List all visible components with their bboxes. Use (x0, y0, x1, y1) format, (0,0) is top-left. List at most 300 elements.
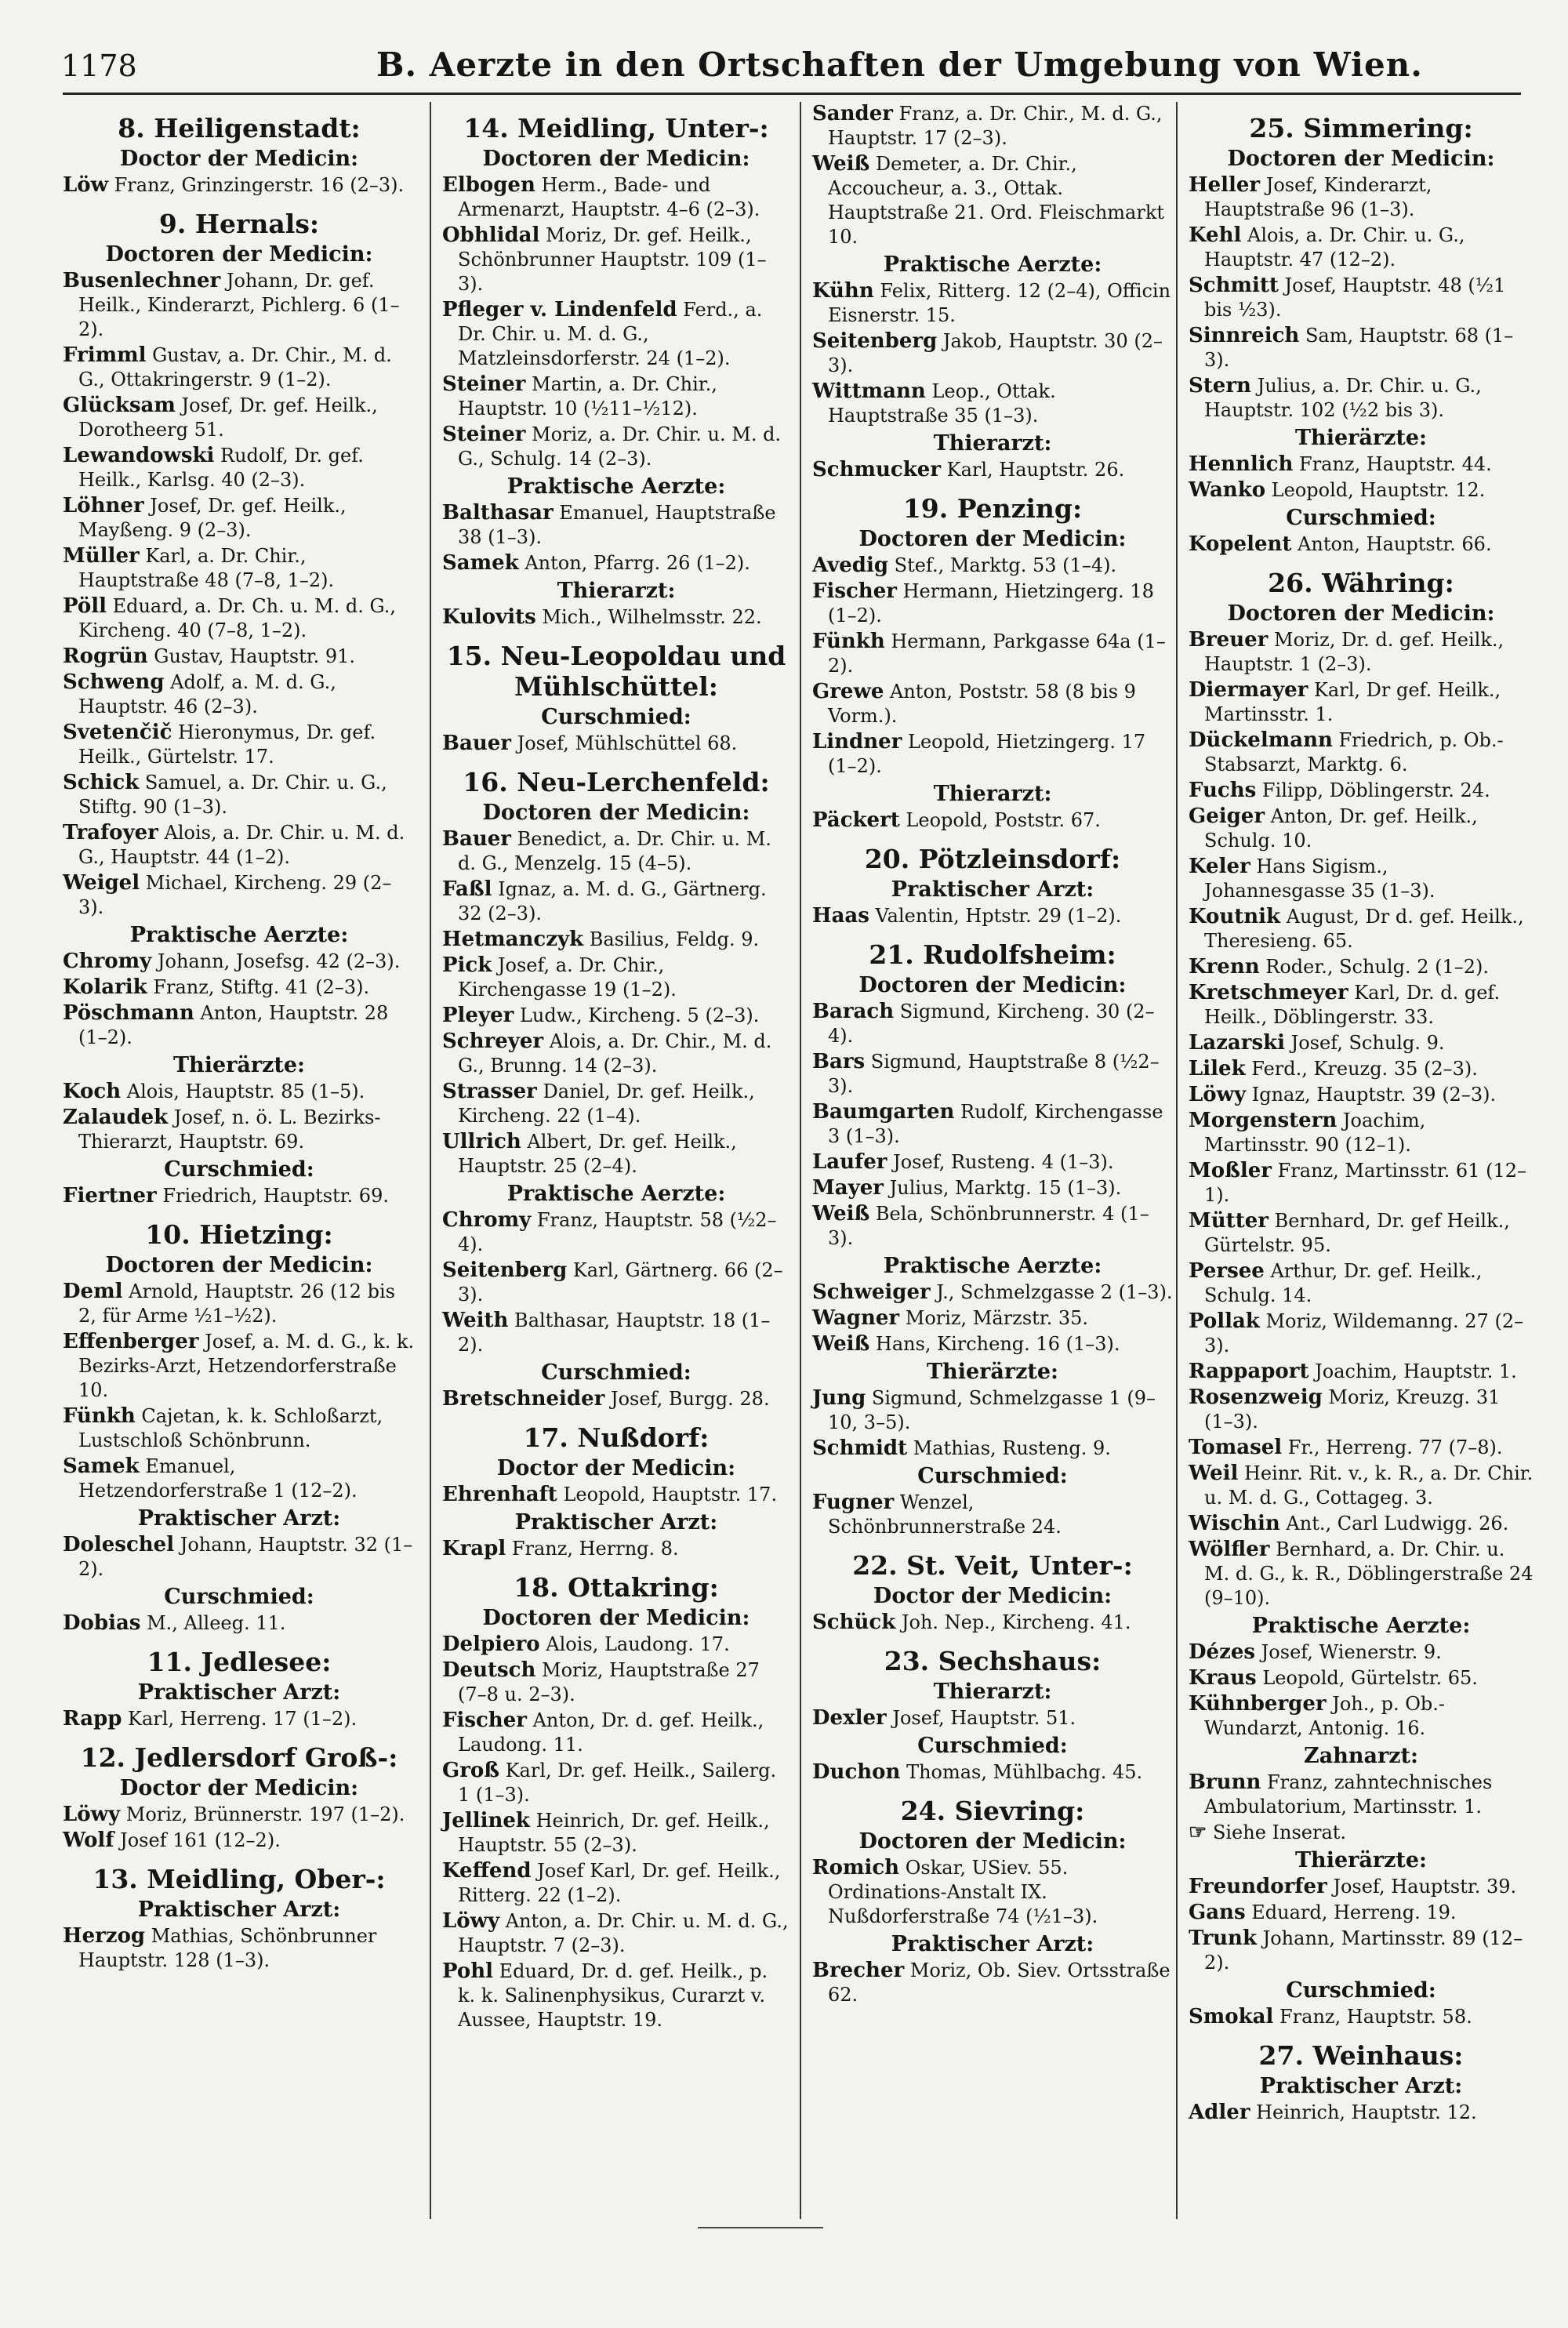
entry-details: Franz, Grinzingerstr. 16 (2–3). (108, 174, 405, 196)
category-heading: Doctoren der Medicin: (482, 1606, 750, 1630)
place-heading: 21. Rudolfsheim: (869, 939, 1116, 970)
entry-name: Kühn (812, 279, 874, 303)
entry-details: Hans Sigism., Johannesgasse 35 (1–3). (1204, 855, 1436, 902)
entry-details: Gustav, a. Dr. Chir., M. d. G., Ottakringerstr. 9 (1–2). (78, 344, 392, 390)
directory-entry (1189, 1771, 1534, 1819)
entry-name: Löw (63, 173, 109, 197)
entry-name: Dückelmann (1189, 728, 1333, 752)
directory-entry (1189, 905, 1534, 953)
entry-name: Samek (63, 1455, 140, 1478)
entry-name: Barach (812, 1000, 895, 1023)
entry-name: Jung (812, 1386, 866, 1410)
column-2 (430, 102, 790, 2219)
entry-details: Oskar, USiev. 55. Ordinations-Anstalt IX. Nußdorferstraße 74 (½1–3). (828, 1857, 1098, 1927)
category-heading: Praktische Aerzte: (883, 252, 1102, 277)
entry-details: Heinrich, Hauptstr. 12. (1250, 2101, 1477, 2123)
directory-entry (1189, 1640, 1534, 1665)
entry-name: Schmucker (812, 458, 942, 481)
entry-details: Daniel, Dr. gef. Heilk., Kircheng. 22 (1–4). (458, 1080, 755, 1127)
entry-name: Ehrenhaft (442, 1483, 557, 1506)
entry-name: Bauer (442, 732, 511, 755)
directory-entry (442, 1208, 790, 1257)
entry-name: Morgenstern (1189, 1109, 1338, 1132)
entry-name: Lewandowski (63, 444, 215, 467)
category-heading: Doctoren der Medicin: (105, 242, 373, 267)
entry-details: Filipp, Döblingerstr. 24. (1256, 779, 1490, 801)
directory-entry (812, 1150, 1173, 1175)
directory-entry (442, 1004, 790, 1028)
category-heading: Curschmied: (1286, 1978, 1436, 2003)
entry-details: Emanuel, Hetzendorferstraße 1 (12–2). (78, 1455, 358, 1502)
place-heading: 9. Hernals: (158, 209, 320, 239)
directory-entry (442, 501, 790, 550)
directory-entry (1189, 2005, 1534, 2029)
directory-entry (1189, 452, 1534, 477)
entry-details: Karl, Dr. gef. Heilk., Sailerg. 1 (1–3). (458, 1760, 777, 1806)
column-3 (800, 102, 1173, 2219)
entry-name: Dézes (1189, 1640, 1256, 1664)
place-heading: 20. Pötzleinsdorf: (864, 844, 1121, 874)
entry-name: Schreyer (442, 1030, 544, 1053)
entry-details: Josef, Dr. gef. Heilk., Dorotheerg 51. (78, 394, 378, 441)
category-heading: Doctoren der Medicin: (858, 973, 1127, 997)
directory-entry (63, 645, 416, 669)
category-heading: Doctor der Medicin: (119, 147, 359, 171)
entry-name: Seitenberg (442, 1258, 568, 1282)
directory-entry (812, 808, 1173, 833)
entry-name: Deml (63, 1280, 123, 1303)
directory-entry (1189, 1057, 1534, 1081)
entry-details: Gustav, Hauptstr. 91. (147, 645, 356, 667)
entry-details: M., Alleeg. 11. (140, 1612, 286, 1634)
entry-details: Ferd., Kreuzg. 35 (2–3). (1245, 1058, 1478, 1080)
entry-details: Demeter, a. Dr. Chir., Accoucheur, a. 3., Ottak. Hauptstraße 21. Ord. Fleischmarkt 10. (828, 153, 1165, 248)
entry-name: Fischer (442, 1709, 527, 1732)
category-heading: Thierärzte: (172, 1053, 306, 1077)
entry-name: Löwy (63, 1803, 121, 1826)
entry-name: Kretschmeyer (1189, 981, 1348, 1004)
directory-entry (1189, 1901, 1534, 1925)
entry-details: Josef, Hauptstr. 39. (1327, 1876, 1517, 1898)
entry-details: Eduard, a. Dr. Ch. u. M. d. G., Kircheng. 40 (7–8, 1–2). (78, 595, 397, 641)
entry-name: Sinnreich (1189, 324, 1300, 347)
directory-entry (442, 223, 790, 296)
directory-entry (63, 1404, 416, 1453)
entry-name: Smokal (1189, 2005, 1274, 2028)
entry-name: Doleschel (63, 1533, 175, 1556)
entry-details: Hermann, Parkgasse 64a (1–2). (828, 630, 1166, 677)
entry-name: Zalaudek (63, 1106, 169, 1129)
place-heading: 11. Jedlesee: (147, 1647, 332, 1677)
place-heading: 16. Neu-Lerchenfeld: (463, 767, 770, 797)
entry-details: Sigmund, Kircheng. 30 (2–4). (828, 1001, 1155, 1047)
directory-entry (442, 732, 790, 756)
entry-name: Päckert (812, 808, 900, 832)
entry-name: Stern (1189, 374, 1251, 398)
directory-entry (1189, 478, 1534, 503)
entry-details: Ant., Carl Ludwigg. 26. (1279, 1513, 1509, 1534)
entry-name: Fuchs (1189, 779, 1257, 802)
place-heading: 14. Meidling, Unter-: (463, 113, 769, 143)
entry-details: Eduard, Herreng. 19. (1245, 1901, 1457, 1923)
entry-name: Rogrün (63, 645, 148, 668)
category-heading: Thierärzte: (1294, 426, 1428, 450)
entry-name: Jellinek (442, 1809, 530, 1832)
entry-name: Pfleger v. Lindenfeld (442, 298, 677, 321)
entry-name: Löwy (442, 1909, 500, 1933)
entry-name: Schück (812, 1611, 896, 1634)
entry-details: Johann, Hauptstr. 32 (1–2). (78, 1534, 413, 1580)
directory-entry (1189, 1209, 1534, 1258)
entry-name: Kehl (1189, 223, 1242, 247)
entry-details: Valentin, Hptstr. 29 (1–2). (869, 905, 1122, 927)
entry-name: Mayer (812, 1176, 884, 1200)
entry-details: Bernhard, Dr. gef Heilk., Gürtelstr. 95. (1204, 1210, 1510, 1256)
entry-details: Ludw., Kircheng. 5 (2–3). (514, 1004, 760, 1026)
entry-name: Trafoyer (63, 821, 158, 844)
entry-name: Weiß (812, 1202, 870, 1226)
directory-entry (442, 1080, 790, 1128)
directory-entry (812, 1176, 1173, 1200)
entry-name: Müller (63, 544, 140, 568)
entry-details: Moriz, a. Dr. Chir. u. M. d. G., Schulg. 14 (2–3). (458, 423, 782, 470)
entry-name: Pöschmann (63, 1001, 194, 1025)
entry-name: ☞ (1189, 1821, 1207, 1844)
directory-entry (442, 1030, 790, 1078)
entry-details: Ignaz, a. M. d. G., Gärtnerg. 32 (2–3). (458, 878, 767, 924)
directory-entry (812, 102, 1173, 151)
category-heading: Praktischer Arzt: (1259, 2074, 1463, 2098)
category-heading: Curschmied: (1286, 506, 1436, 530)
entry-name: Pick (442, 953, 492, 977)
entry-name: Ullrich (442, 1130, 521, 1153)
entry-details: Franz, Stiftg. 41 (2–3). (147, 976, 370, 998)
entry-details: Wenzel, Schönbrunnerstraße 24. (828, 1491, 1062, 1538)
entry-name: Trunk (1189, 1927, 1257, 1950)
entry-name: Dobias (63, 1611, 141, 1635)
place-heading: 25. Simmering: (1249, 113, 1473, 143)
directory-entry (442, 1309, 790, 1357)
entry-details: Alois, Laudong. 17. (539, 1633, 730, 1655)
header-rule (63, 93, 1521, 95)
entry-name: Haas (812, 904, 869, 928)
entry-name: Schweiger (812, 1280, 931, 1304)
entry-name: Lilek (1189, 1057, 1246, 1080)
entry-name: Grewe (812, 680, 884, 703)
directory-entry (63, 1080, 416, 1104)
entry-name: Delpiero (442, 1633, 540, 1656)
place-heading: 10. Hietzing: (145, 1219, 333, 1250)
entry-details: Karl, Gärtnerg. 66 (2–3). (458, 1259, 783, 1306)
entry-details: Anton, Hauptstr. 28 (1–2). (78, 1002, 389, 1048)
entry-name: Koch (63, 1080, 122, 1103)
entry-details: Josef, Hauptstr. 48 (½1 bis ½3). (1204, 274, 1506, 321)
entry-name: Strasser (442, 1080, 537, 1103)
page-number: 1178 (61, 49, 137, 83)
entry-name: Pöll (63, 594, 107, 618)
entry-name: Schmitt (1189, 274, 1279, 297)
category-heading: Praktische Aerzte: (506, 1182, 726, 1206)
entry-name: Bretschneider (442, 1387, 605, 1411)
entry-details: Friedrich, p. Ob.-Stabsarzt, Marktg. 6. (1204, 729, 1504, 775)
directory-entry (812, 1611, 1173, 1635)
entry-name: Weith (442, 1309, 509, 1332)
entry-details: Johann, Dr. gef. Heilk., Kinderarzt, Pichlerg. 6 (1–2). (78, 270, 400, 340)
directory-entry (442, 173, 790, 222)
directory-entry (442, 1387, 790, 1411)
directory-entry (442, 423, 790, 471)
directory-entry (812, 730, 1173, 779)
directory-entry (442, 1537, 790, 1561)
directory-entry (63, 821, 416, 870)
directory-entry (1189, 1692, 1534, 1741)
entry-details: Franz, zahntechnisches Ambulatorium, Martinsstr. 1. (1204, 1771, 1493, 1818)
entry-details: Josef 161 (12–2). (114, 1829, 281, 1851)
directory-entry (63, 394, 416, 442)
entry-details: Heinr. Rit. v., k. R., a. Dr. Chir. u. M. d. G., Cottageg. 3. (1204, 1462, 1534, 1509)
category-heading: Doctor der Medicin: (873, 1584, 1112, 1608)
entry-details: Moriz, Brünnerstr. 197 (1–2). (120, 1803, 405, 1825)
entry-name: Wagner (812, 1306, 900, 1330)
entry-details: Karl, Herreng. 17 (1–2). (122, 1708, 358, 1730)
category-heading: Praktische Aerzte: (883, 1254, 1102, 1278)
entry-details: Franz, Herrng. 8. (506, 1538, 679, 1560)
entry-details: Franz, Martinsstr. 61 (12–1). (1204, 1160, 1526, 1206)
directory-entry (1189, 274, 1534, 322)
entry-details: Bernhard, a. Dr. Chir. u. M. d. G., k. R., Döblingerstraße 24 (9–10). (1204, 1538, 1534, 1609)
entry-details: Franz, Hauptstr. 58 (½2–4). (458, 1209, 777, 1255)
directory-entry (63, 975, 416, 1000)
entry-name: Fischer (812, 579, 897, 603)
entry-details: Sigmund, Hauptstraße 8 (½2–3). (828, 1051, 1160, 1097)
entry-name: Chromy (442, 1208, 532, 1232)
entry-name: Elbogen (442, 173, 535, 197)
entry-details: Joh., p. Ob.-Wundarzt, Antonig. 16. (1204, 1693, 1446, 1739)
entry-name: Brunn (1189, 1771, 1261, 1794)
entry-details: Joachim, Hauptstr. 1. (1308, 1360, 1517, 1382)
directory-entry (1189, 1666, 1534, 1691)
category-heading: Praktischer Arzt: (514, 1510, 718, 1534)
directory-entry (1189, 981, 1534, 1030)
entry-details: Leopold, Gürtelstr. 65. (1256, 1667, 1478, 1689)
entry-details: Karl, Dr gef. Heilk., Martinsstr. 1. (1204, 679, 1501, 725)
directory-entry (442, 1633, 790, 1657)
entry-details: Friedrich, Hauptstr. 69. (156, 1185, 389, 1207)
directory-entry (442, 1483, 790, 1507)
entry-name: Avedig (812, 554, 889, 577)
entry-details: Bela, Schönbrunnerstr. 4 (1–3). (828, 1203, 1149, 1249)
entry-name: Diermayer (1189, 678, 1308, 702)
directory-entry (1189, 1083, 1534, 1107)
entry-details: Mathias, Schönbrunner Hauptstr. 128 (1–3). (78, 1925, 377, 1971)
entry-details: Josef, Burgg. 28. (604, 1388, 770, 1410)
entry-details: Josef, a. M. d. G., k. k. Bezirks-Arzt, Hetzendorferstraße 10. (78, 1331, 415, 1401)
entry-details: Thomas, Mühlbachg. 45. (900, 1761, 1143, 1783)
entry-details: Josef Karl, Dr. gef. Heilk., Ritterg. 22 (1–2). (458, 1860, 781, 1906)
entry-name: Tomasel (1189, 1436, 1283, 1459)
directory-entry (1189, 1512, 1534, 1536)
entry-details: Martin, a. Dr. Chir., Hauptstr. 10 (½11–½12). (458, 373, 717, 419)
category-heading: Curschmied: (541, 705, 691, 729)
entry-details: Josef, a. Dr. Chir., Kirchengasse 19 (1–2). (458, 954, 677, 1001)
directory-entry (1189, 1821, 1534, 1845)
entry-details: Ignaz, Hauptstr. 39 (2–3). (1246, 1084, 1497, 1106)
entry-details: Josef, Dr. gef. Heilk., Mayßeng. 9 (2–3). (78, 495, 347, 541)
entry-details: Siehe Inserat. (1207, 1821, 1347, 1843)
entry-details: Rudolf, Kirchengasse 3 (1–3). (828, 1101, 1163, 1147)
entry-name: Fünkh (63, 1404, 136, 1428)
entry-name: Wittmann (812, 380, 926, 403)
directory-entry (812, 1706, 1173, 1731)
entry-details: Alois, a. Dr. Chir. u. G., Hauptstr. 47 (12–2). (1204, 224, 1465, 271)
entry-details: Heinrich, Dr. gef. Heilk., Hauptstr. 55 (2–3). (458, 1810, 770, 1856)
entry-details: Anton, Pfarrg. 26 (1–2). (518, 552, 750, 574)
entry-details: Arnold, Hauptstr. 26 (12 bis 2, für Arme ½1–½2). (78, 1280, 395, 1327)
entry-name: Koutnik (1189, 905, 1281, 928)
directory-entry (812, 1386, 1173, 1435)
entry-name: Kulovits (442, 605, 536, 629)
category-heading: Curschmied: (917, 1734, 1068, 1758)
entry-details: Leopold, Hauptstr. 12. (1265, 479, 1486, 501)
directory-entry (1189, 374, 1534, 423)
category-heading: Thierärzte: (926, 1360, 1059, 1384)
directory-entry (63, 444, 416, 492)
entry-name: Svetenčič (63, 721, 172, 744)
entry-details: Ferd., a. Dr. Chir. u. M. d. G., Matzleinsdorferstr. 24 (1–2). (458, 299, 763, 369)
directory-entry (442, 1759, 790, 1807)
directory-entry (442, 827, 790, 876)
entry-details: Hans, Kircheng. 16 (1–3). (869, 1333, 1120, 1355)
directory-entry (1189, 1386, 1534, 1434)
entry-details: Leopold, Hietzingerg. 17 (1–2). (828, 731, 1146, 777)
entry-name: Heller (1189, 173, 1261, 197)
directory-entry (63, 1280, 416, 1328)
directory-entry (63, 1455, 416, 1503)
category-heading: Doctoren der Medicin: (105, 1253, 373, 1277)
entry-details: Felix, Ritterg. 12 (2–4), Officin Eisnerstr. 15. (828, 280, 1171, 326)
entry-name: Fugner (812, 1491, 895, 1514)
entry-name: Schick (63, 771, 140, 794)
directory-entry (63, 544, 416, 593)
directory-entry (1189, 779, 1534, 803)
entry-name: Rosenzweig (1189, 1386, 1323, 1409)
category-heading: Thierärzte: (1294, 1848, 1428, 1872)
directory-entry (442, 1859, 790, 1908)
place-heading: 12. Jedlersdorf Groß-: (80, 1742, 398, 1773)
directory-entry (812, 458, 1173, 482)
entry-details: Balthasar, Hauptstr. 18 (1–2). (458, 1309, 771, 1356)
directory-entry (442, 928, 790, 952)
entry-name: Steiner (442, 423, 526, 446)
entry-name: Lazarski (1189, 1031, 1285, 1055)
entry-details: Josef, n. ö. L. Bezirks-Thierarzt, Hauptstr. 69. (78, 1106, 381, 1153)
entry-name: Adler (1189, 2101, 1250, 2124)
column-4 (1176, 102, 1534, 2219)
entry-name: Herzog (63, 1924, 146, 1948)
place-heading: 13. Meidling, Ober-: (93, 1864, 386, 1894)
directory-entry (812, 380, 1173, 428)
entry-name: Wischin (1189, 1512, 1280, 1535)
directory-entry (1189, 1259, 1534, 1308)
place-heading: 15. Neu-Leopoldau und Mühlschüttel: (446, 641, 786, 702)
entry-name: Weil (1189, 1462, 1239, 1485)
footer-rule (698, 2227, 823, 2228)
entry-details: Sigmund, Schmelzgasse 1 (9–10, 3–5). (828, 1387, 1156, 1433)
directory-entry (63, 1330, 416, 1403)
entry-name: Gans (1189, 1901, 1246, 1924)
place-heading: 18. Ottakring: (514, 1572, 719, 1603)
entry-details: Anton, Dr. gef. Heilk., Schulg. 10. (1204, 805, 1478, 852)
entry-details: Mich., Wilhelmsstr. 22. (535, 606, 762, 628)
entry-name: Mütter (1189, 1209, 1269, 1233)
entry-name: Baumgarten (812, 1100, 955, 1124)
directory-entry (63, 771, 416, 819)
directory-entry (1189, 1360, 1534, 1384)
entry-details: Karl, Hauptstr. 26. (941, 459, 1125, 481)
entry-details: J., Schmelzgasse 2 (1–3). (930, 1281, 1173, 1303)
entry-name: Weiß (812, 1332, 870, 1356)
directory-entry (812, 579, 1173, 628)
directory-entry (63, 1803, 416, 1827)
category-heading: Praktischer Arzt: (137, 1898, 341, 1922)
entry-name: Wolf (63, 1829, 114, 1852)
entry-name: Moßler (1189, 1159, 1272, 1182)
entry-details: Moriz, Märzstr. 35. (899, 1307, 1089, 1329)
directory-entry (812, 1856, 1173, 1929)
entry-details: Josef, Schulg. 9. (1284, 1032, 1445, 1054)
entry-details: Michael, Kircheng. 29 (2–3). (78, 872, 392, 918)
directory-entry (812, 1306, 1173, 1331)
category-heading: Curschmied: (164, 1157, 314, 1182)
entry-name: Steiner (442, 372, 526, 396)
directory-entry (1189, 955, 1534, 979)
entry-details: Hieronymus, Dr. gef. Heilk., Gürtelstr. 17. (78, 721, 376, 768)
entry-name: Rapp (63, 1707, 122, 1731)
entry-name: Wölfler (1189, 1538, 1270, 1561)
directory-entry (1189, 223, 1534, 272)
entry-details: Josef, Wienerstr. 9. (1255, 1641, 1442, 1663)
entry-name: Fünkh (812, 630, 885, 653)
entry-details: Roder., Schulg. 2 (1–2). (1259, 956, 1489, 978)
category-heading: Praktischer Arzt: (891, 1932, 1094, 1956)
category-heading: Praktische Aerzte: (506, 474, 726, 499)
directory-entry (442, 1909, 790, 1958)
directory-entry (812, 904, 1173, 928)
entry-name: Brecher (812, 1959, 905, 1982)
entry-details: Josef, Hauptstr. 51. (886, 1707, 1076, 1729)
entry-name: Romich (812, 1856, 900, 1879)
entry-details: Karl, Dr. d. gef. Heilk., Döblingerstr. 33. (1204, 982, 1501, 1028)
place-heading: 27. Weinhaus: (1258, 2040, 1464, 2071)
entry-name: Keffend (442, 1859, 532, 1883)
directory-entry (442, 298, 790, 371)
directory-entry (63, 871, 416, 920)
directory-entry (442, 551, 790, 576)
entry-name: Kühnberger (1189, 1692, 1327, 1716)
entry-details: Moriz, Wildemanng. 27 (2–3). (1204, 1310, 1524, 1356)
directory-entry (1189, 532, 1534, 557)
place-heading: 19. Penzing: (902, 493, 1083, 524)
entry-details: August, Dr d. gef. Heilk., Theresieng. 65. (1204, 906, 1524, 952)
entry-details: Anton, Dr. d. gef. Heilk., Laudong. 11. (458, 1709, 764, 1756)
entry-details: Emanuel, Hauptstraße 38 (1–3). (458, 502, 776, 548)
directory-entry (1189, 1538, 1534, 1611)
category-heading: Praktischer Arzt: (137, 1506, 341, 1531)
directory-entry (812, 1491, 1173, 1539)
entry-name: Löhner (63, 494, 144, 518)
directory-entry (1189, 1462, 1534, 1510)
page-header: B. Aerzte in den Ortschaften der Umgebung von Wien. (376, 45, 1423, 84)
